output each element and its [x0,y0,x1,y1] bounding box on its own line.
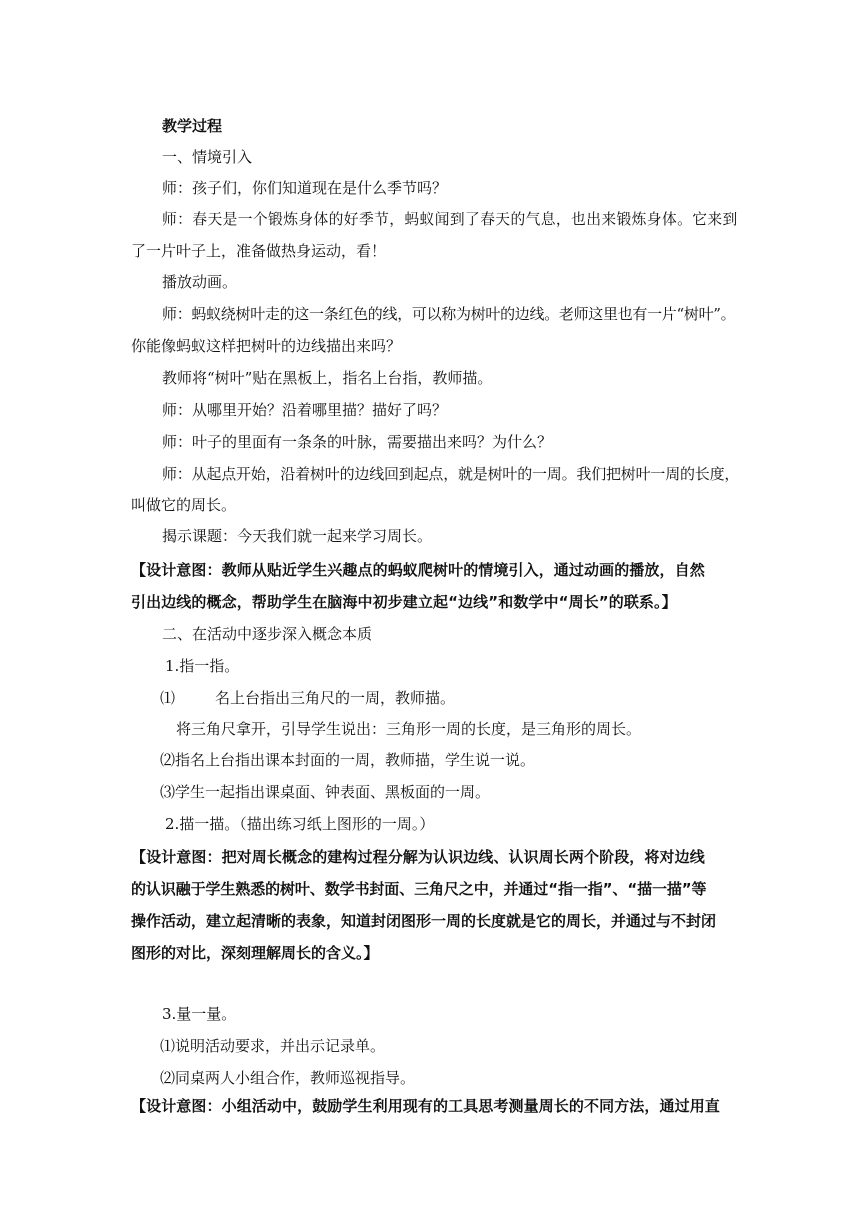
document-heading: 教学过程 [162,117,223,135]
design-intent-note-continuation: 的认识融于学生熟悉的树叶、数学书封面、三角尺之中，并通过“指一指”、“描一描”等 [131,880,707,898]
design-intent-note: 【设计意图：把对周长概念的建构过程分解为认识边线、认识周长两个阶段，将对边线 [131,848,705,866]
sub-item-number: ⑴ [160,689,176,707]
section2-title: 二、在活动中逐步深入概念本质 [162,625,373,643]
paragraph: 师：叶子的里面有一条条的叶脉，需要描出来吗？为什么？ [162,433,553,451]
paragraph: 师：春天是一个锻炼身体的好季节，蚂蚁闻到了春天的气息，也出来锻炼身体。它来到 [162,211,738,228]
design-intent-note-continuation: 操作活动，建立起清晰的表象，知道封闭图形一周的长度就是它的周长，并通过与不封闭 [131,912,717,930]
paragraph: 播放动画。 [162,273,238,291]
design-intent-note-continuation: 引出边线的概念，帮助学生在脑海中初步建立起“边线”和数学中“周长”的联系。】 [131,593,677,611]
paragraph: 揭示课题：今天我们就一起来学习周长。 [162,527,433,545]
design-intent-note: 【设计意图：教师从贴近学生兴趣点的蚂蚁爬树叶的情境引入，通过动画的播放，自然 [131,561,705,579]
sub-item: ⑴说明活动要求，并出示记录单。 [160,1037,386,1055]
sub-item-text: 名上台指出三角尺的一周，教师描。 [215,689,456,707]
paragraph-continuation: 了一片叶子上，准备做热身运动，看！ [131,242,387,260]
sub-item: ⑵同桌两人小组合作，教师巡视指导。 [160,1069,416,1087]
paragraph: 将三角尺拿开，引导学生说出：三角形一周的长度，是三角形的周长。 [176,720,642,738]
sub-item: ⑵指名上台指出课本封面的一周，教师描，学生说一说。 [160,751,536,769]
sub-item: ⑶学生一起指出课桌面、钟表面、黑板面的一周。 [160,783,491,801]
paragraph-continuation: 叫做它的周长。 [131,496,237,514]
paragraph: 师：蚂蚁绕树叶走的这一条红色的线，可以称为树叶的边线。老师这里也有一片“树叶”。 [162,305,736,323]
paragraph: 师：从哪里开始？沿着哪里描？描好了吗？ [162,401,448,419]
paragraph: 师：孩子们，你们知道现在是什么季节吗？ [162,179,448,197]
list-item: 1.指一指。 [165,657,240,675]
design-intent-note: 【设计意图：小组活动中，鼓励学生利用现有的工具思考测量周长的不同方法，通过用直 [131,1097,720,1115]
paragraph-continuation: 你能像蚂蚁这样把树叶的边线描出来吗？ [131,337,402,355]
paragraph: 师：从起点开始，沿着树叶的边线回到起点，就是树叶的一周。我们把树叶一周的长度， [162,465,740,483]
list-item: 2.描一描。（描出练习纸上图形的一周。） [165,815,435,833]
paragraph: 教师将“树叶”贴在黑板上，指名上台指，教师描。 [162,369,493,387]
design-intent-note-continuation: 图形的对比，深刻理解周长的含义。】 [131,944,379,962]
list-item: 3.量一量。 [162,1005,237,1023]
section1-title: 一、情境引入 [162,148,253,166]
